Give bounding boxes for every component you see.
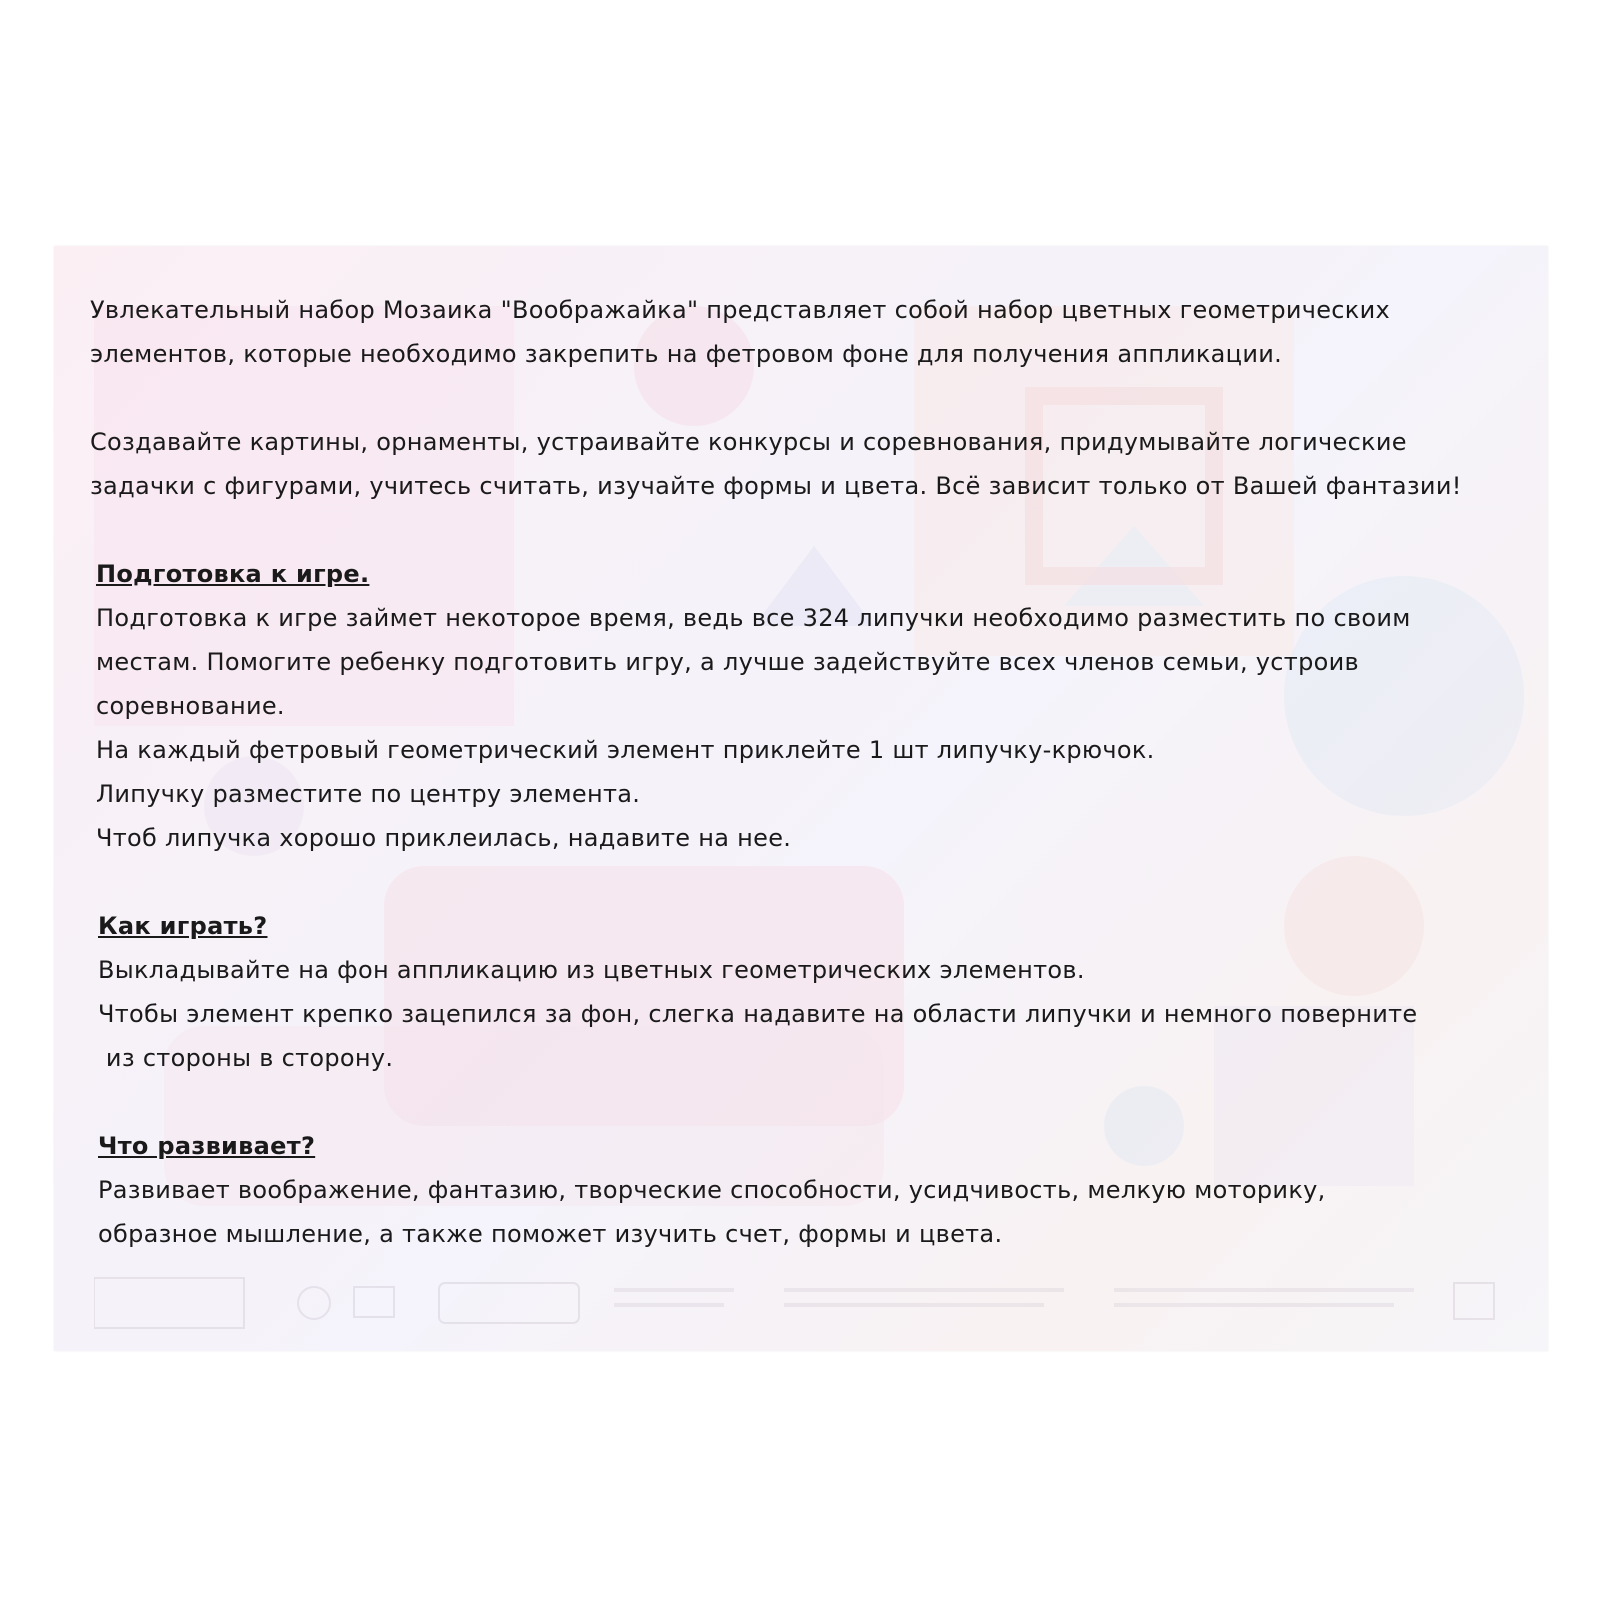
develops-heading: Что развивает? [98,1132,316,1160]
preparation-line: Чтоб липучка хорошо приклеилась, надавите на нее. [96,824,792,852]
develops-section [90,1124,1520,1256]
intro-line: элементов, которые необходимо закрепить на фетровом фоне для получения аппликации. [90,340,1283,368]
intro-paragraph [90,288,1520,376]
ideas-line: Создавайте картины, орнаменты, устраивайте конкурсы и соревнования, придумывайте логические [90,428,1407,456]
preparation-line: местам. Помогите ребенку подготовить игру, а лучше задействуйте всех членов семьи, устроив [96,648,1359,676]
how-to-play-line: Выкладывайте на фон аппликацию из цветных геометрических элементов. [98,956,1085,984]
preparation-line: соревнование. [96,692,285,720]
preparation-line: На каждый фетровый геометрический элемент приклейте 1 шт липучку-крючок. [96,736,1155,764]
preparation-line: Подготовка к игре займет некоторое время, ведь все 324 липучки необходимо разместить по своим [96,604,1411,632]
faded-footer-print [94,1273,1514,1333]
develops-line: Развивает воображение, фантазию, творческие способности, усидчивость, мелкую моторику, [98,1176,1326,1204]
preparation-heading: Подготовка к игре. [96,560,370,588]
ideas-line: задачки с фигурами, учитесь считать, изучайте формы и цвета. Всё зависит только от Вашей фантазии! [90,472,1462,500]
how-to-play-line: из стороны в сторону. [98,1044,394,1072]
intro-line: Увлекательный набор Мозаика "Воображайка" представляет собой набор цветных геометрических [90,296,1390,324]
how-to-play-section [90,904,1520,1080]
preparation-section [90,552,1520,860]
how-to-play-heading: Как играть? [98,912,268,940]
how-to-play-line: Чтобы элемент крепко зацепился за фон, слегка надавите на области липучки и немного поверните [98,1000,1418,1028]
instruction-text [90,288,1520,1300]
develops-line: образное мышление, а также поможет изучить счет, формы и цвета. [98,1220,1003,1248]
preparation-line: Липучку разместите по центру элемента. [96,780,641,808]
instruction-sheet [54,246,1548,1351]
ideas-paragraph [90,420,1520,508]
